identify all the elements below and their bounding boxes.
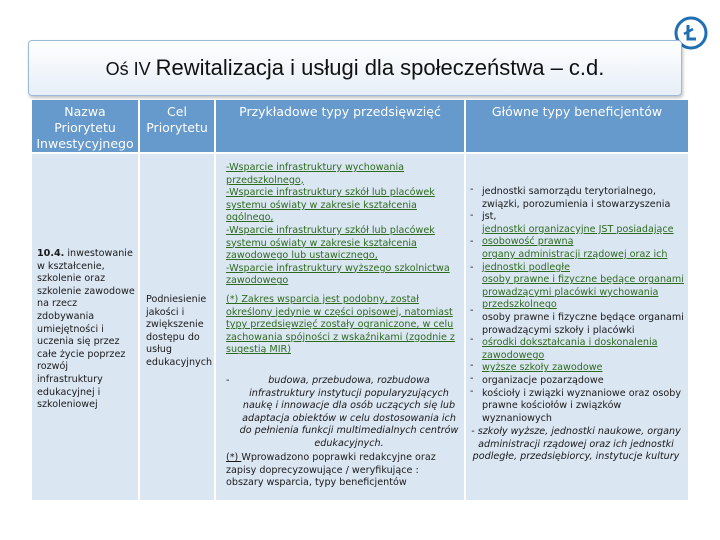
editorial-note-text: Wprowadzono poprawki redakcyjne oraz zapisy doprecyzowujące / weryfikujące : obszary wsparcia, typy beneficjentów	[226, 452, 436, 489]
header-priority-name-text: Nazwa Priorytetu Inwestycyjnego	[36, 104, 134, 151]
bullet: -	[470, 386, 474, 397]
list-item: organizacje pozarządowe	[482, 374, 604, 386]
header-beneficiaries	[466, 100, 688, 152]
page-title	[29, 55, 681, 81]
priority-text: inwestowanie w kształcenie, szkolenie oraz szkolenie zawodowe na rzecz zdobywania umiejętności i uczenia się przez całe życie poprzez rozwój infrastruktury edukacyjnej i szkoleniowej	[37, 248, 135, 411]
title-main: Rewitalizacja i usługi dla społeczeństwa – c.d.	[155, 55, 605, 80]
beneficiaries-italic-note: - szkoły wyższe, jednostki naukowe, organy administracji rządowej oraz ich jednostki podległe, przedsiębiorcy, instytucje kultury	[471, 426, 681, 463]
editorial-note-marker: (*)	[226, 452, 242, 463]
list-item: -Wsparcie infrastruktury szkół lub placówek systemu oświaty w zakresie kształcenia zawodowego lub ustawicznego,	[226, 224, 435, 262]
bullet: -	[470, 236, 474, 247]
bullet: -	[470, 360, 474, 371]
priority-description	[37, 248, 135, 412]
header-beneficiaries-text: Główne typy beneficjentów	[491, 104, 663, 119]
bullet: -	[470, 210, 474, 221]
list-item: -Wsparcie infrastruktury wychowania przedszkolnego,	[226, 162, 405, 186]
header-priority-goal-text: Cel Priorytetu	[146, 104, 208, 135]
list-item: jednostki samorządu terytorialnego, związki, porozumienia i stowarzyszenia jst,	[482, 186, 671, 223]
bullet: -	[470, 262, 474, 273]
header-priority-name	[32, 100, 138, 152]
bullet: -	[470, 334, 474, 345]
italic-project-item: budowa, przebudowa, rozbudowa infrastruktury instytucji popularyzujących naukę i innowacje dla osób uczących się lub adaptacja obiektów w celu dostosowania ich do pełnienia funkcji multimedialnych centrów edukacyjnych.	[239, 375, 459, 449]
beneficiaries-list	[482, 186, 684, 425]
priority-number: 10.4.	[37, 248, 65, 259]
header-project-types-text: Przykładowe typy przedsięwzięć	[239, 104, 441, 119]
scope-note: (*) Zakres wsparcia jest podobny, został określony jedynie w części opisowej, natomiast typy przedsięwzięć zostały ograniczone, w celu zachowania spójności z wskaźnikami (zgodnie z sugestią MIR)	[226, 294, 455, 356]
project-types-list	[226, 162, 458, 288]
list-item: wyższe szkoły zawodowe	[482, 362, 603, 374]
list-item: organy administracji rządowej oraz ich jednostki podległe	[482, 248, 668, 273]
title-axis-label: Oś IV	[105, 59, 156, 79]
bullet: -	[470, 373, 474, 384]
header-project-types	[216, 100, 464, 152]
bullet: -	[470, 184, 474, 195]
list-item: jednostki organizacyjne JST posiadające osobowość prawną	[482, 223, 674, 248]
list-item: -Wsparcie infrastruktury szkół lub placówek systemu oświaty w zakresie kształcenia ogólnego,	[226, 187, 435, 224]
list-item: -Wsparcie infrastruktury wyższego szkolnictwa zawodowego	[226, 262, 450, 287]
editorial-note	[226, 452, 458, 490]
list-item: ośrodki dokształcania i doskonalenia zawodowego	[482, 337, 658, 361]
title-banner	[28, 40, 682, 96]
list-item: kościoły i związki wyznaniowe oraz osoby prawne kościołów i związków wyznaniowych	[482, 387, 682, 424]
header-priority-goal	[140, 100, 214, 152]
bullet: -	[470, 305, 474, 316]
list-item: osoby prawne i fizyczne będące organami prowadzącymi placówki wychowania przedszkolnego	[482, 274, 684, 311]
italic-item-dash: -	[226, 375, 230, 386]
list-item: osoby prawne i fizyczne będące organami prowadzącymi szkoły i placówki	[482, 311, 684, 336]
priority-goal-text: Podniesienie jakości i zwiększenie dostępu do usług edukacyjnych	[146, 294, 213, 368]
